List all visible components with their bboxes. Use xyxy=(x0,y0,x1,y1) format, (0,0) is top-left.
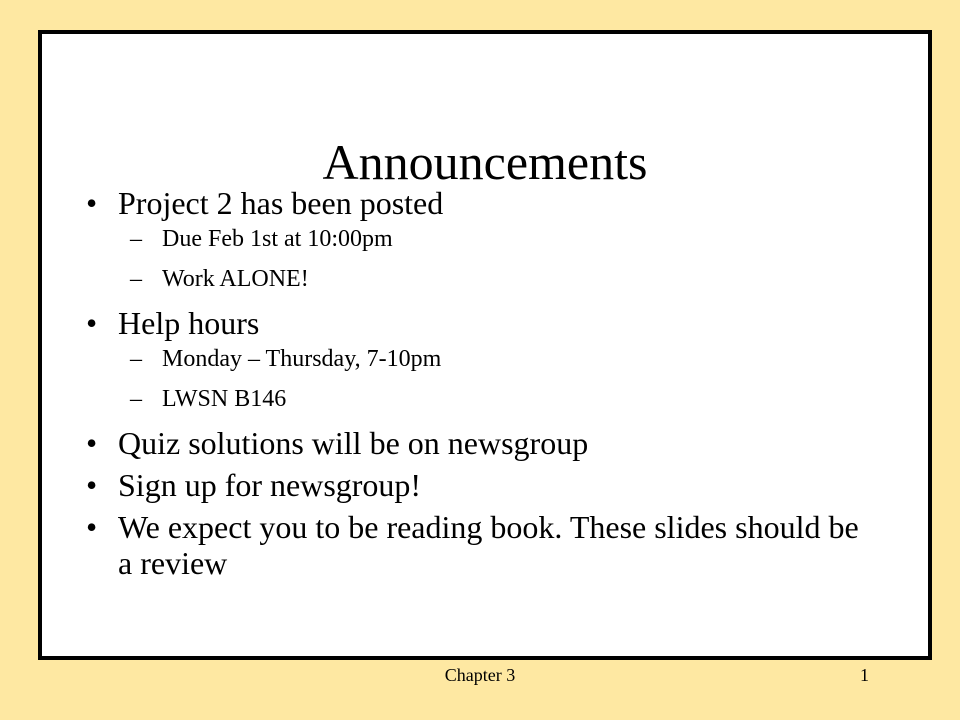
sub-bullet-location xyxy=(118,385,878,413)
bullet-text: We expect you to be reading book. These slides should be a review xyxy=(118,509,859,581)
sub-bullet-days xyxy=(118,345,878,373)
sub-bullet-marker: – xyxy=(130,266,142,292)
sub-bullet-list xyxy=(118,345,878,413)
sub-bullet-work-alone xyxy=(118,265,878,293)
sub-bullet-text: Due Feb 1st at 10:00pm xyxy=(162,226,393,252)
page-number: 1 xyxy=(860,665,869,685)
sub-bullet-text: Work ALONE! xyxy=(162,266,309,292)
bullet-marker: • xyxy=(86,305,98,341)
sub-bullet-text: LWSN B146 xyxy=(162,386,287,412)
bullet-marker: • xyxy=(86,467,98,503)
bullet-project-2 xyxy=(86,185,878,293)
bullet-text: Project 2 has been posted xyxy=(118,185,444,221)
bullet-text: Quiz solutions will be on newsgroup xyxy=(118,425,589,461)
footer-chapter-label: Chapter 3 xyxy=(444,665,516,685)
bullet-sign-up xyxy=(86,467,878,503)
sub-bullet-marker: – xyxy=(130,386,142,412)
sub-bullet-text: Monday – Thursday, 7-10pm xyxy=(162,346,442,372)
bullet-list xyxy=(86,185,878,587)
bullet-text: Help hours xyxy=(118,305,260,341)
bullet-text: Sign up for newsgroup! xyxy=(118,467,422,503)
bullet-marker: • xyxy=(86,425,98,461)
bullet-quiz-solutions xyxy=(86,425,878,461)
sub-bullet-marker: – xyxy=(130,226,142,252)
bullet-help-hours xyxy=(86,305,878,413)
sub-bullet-marker: – xyxy=(130,346,142,372)
sub-bullet-due-date xyxy=(118,225,878,253)
bullet-reading xyxy=(86,509,878,581)
slide-title: Announcements xyxy=(322,134,648,190)
bullet-marker: • xyxy=(86,509,98,545)
bullet-marker: • xyxy=(86,185,98,221)
sub-bullet-list xyxy=(118,225,878,293)
